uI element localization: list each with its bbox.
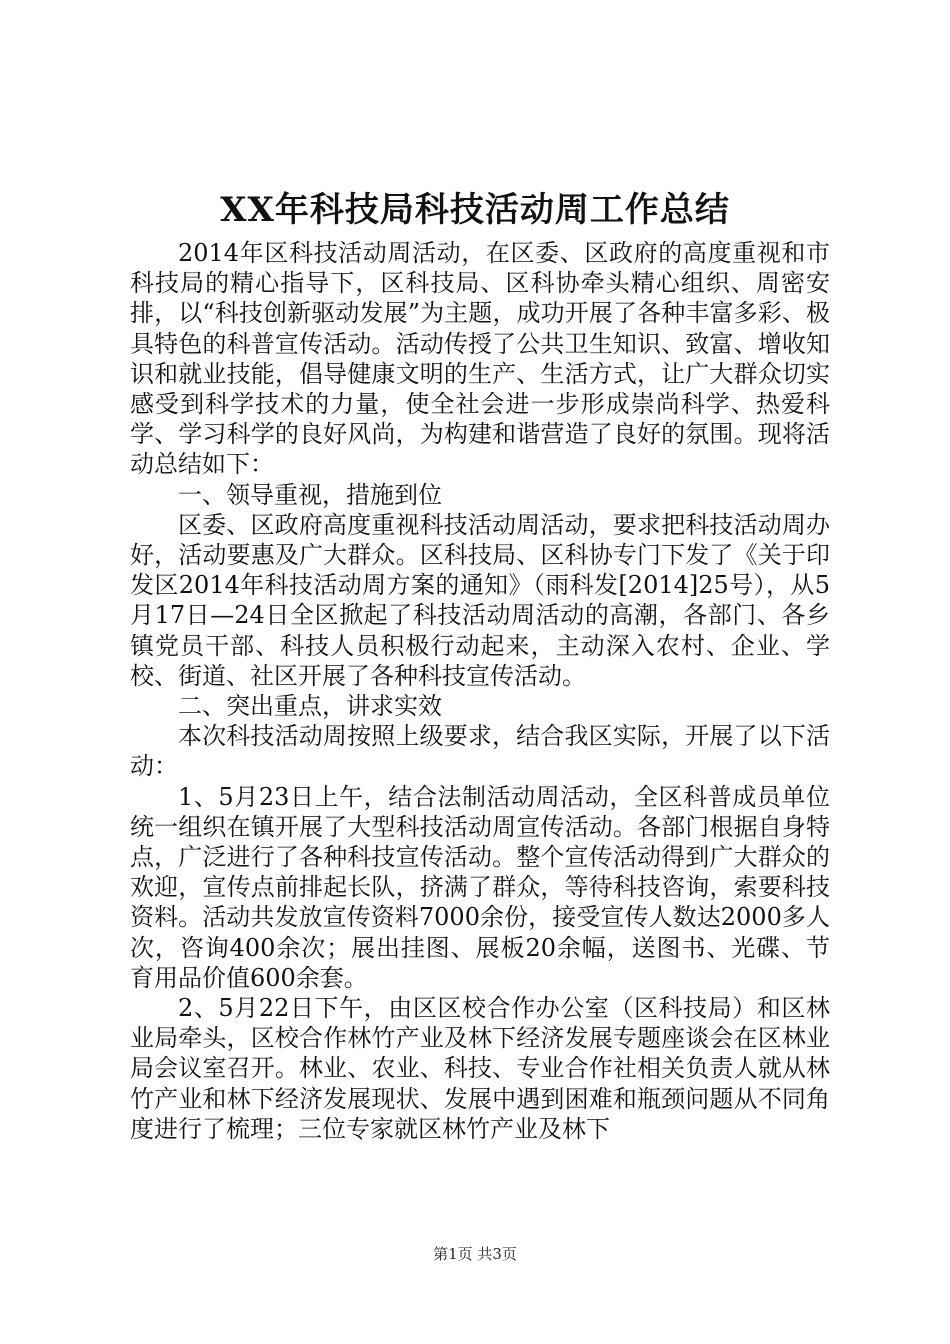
- paragraph-section-1: 区委、区政府高度重视科技活动周活动，要求把科技活动周办好，活动要惠及广大群众。区科技局、区科协专门下发了《关于印发区2014年科技活动周方案的通知》（雨科发[2014]25号），从5月17日—24日全区掀起了科技活动周活动的高潮，各部门、各乡镇党员干部、科技人员积极行动起来，主动深入农村、企业、学校、街道、社区开展了各种科技宣传活动。: [130, 510, 830, 690]
- paragraph-section-2-intro: 本次科技活动周按照上级要求，结合我区实际，开展了以下活动：: [130, 722, 830, 781]
- page-footer: 第1页 共3页: [433, 1245, 517, 1263]
- document-title: XX年科技局科技活动周工作总结: [220, 190, 730, 230]
- section-heading-2: 二、突出重点，讲求实效: [178, 692, 442, 721]
- section-heading-1: 一、领导重视，措施到位: [178, 480, 442, 509]
- paragraph-activity-1: 1、5月23日上午，结合法制活动周活动，全区科普成员单位统一组织在镇开展了大型科技活动周宣传活动。各部门根据自身特点，广泛进行了各种科技宣传活动。整个宣传活动得到广大群众的欢迎，宣传点前排起长队，挤满了群众，等待科技咨询，索要科技资料。活动共发放宣传资料7000余份，接受宣传人数达2000多人次，咨询400余次；展出挂图、展板20余幅，送图书、光碟、节育用品价值600余套。: [130, 782, 830, 992]
- paragraph-activity-2: 2、5月22日下午，由区区校合作办公室（区科技局）和区林业局牵头，区校合作林竹产业及林下经济发展专题座谈会在区林业局会议室召开。林业、农业、科技、专业合作社相关负责人就从林竹产业和林下经济发展现状、发展中遇到困难和瓶颈问题从不同角度进行了梳理；三位专家就区林竹产业及林下: [130, 994, 830, 1143]
- document-body: [130, 238, 830, 1144]
- paragraph-intro: 2014年区科技活动周活动，在区委、区政府的高度重视和市科技局的精心指导下，区科技局、区科协牵头精心组织、周密安排，以“科技创新驱动发展”为主题，成功开展了各种丰富多彩、极具特色的科普宣传活动。活动传授了公共卫生知识、致富、增收知识和就业技能，倡导健康文明的生产、生活方式，让广大群众切实感受到科学技术的力量，使全社会进一步形成崇尚科学、热爱科学、学习科学的良好风尚，为构建和谐营造了良好的氛围。现将活动总结如下：: [130, 239, 830, 479]
